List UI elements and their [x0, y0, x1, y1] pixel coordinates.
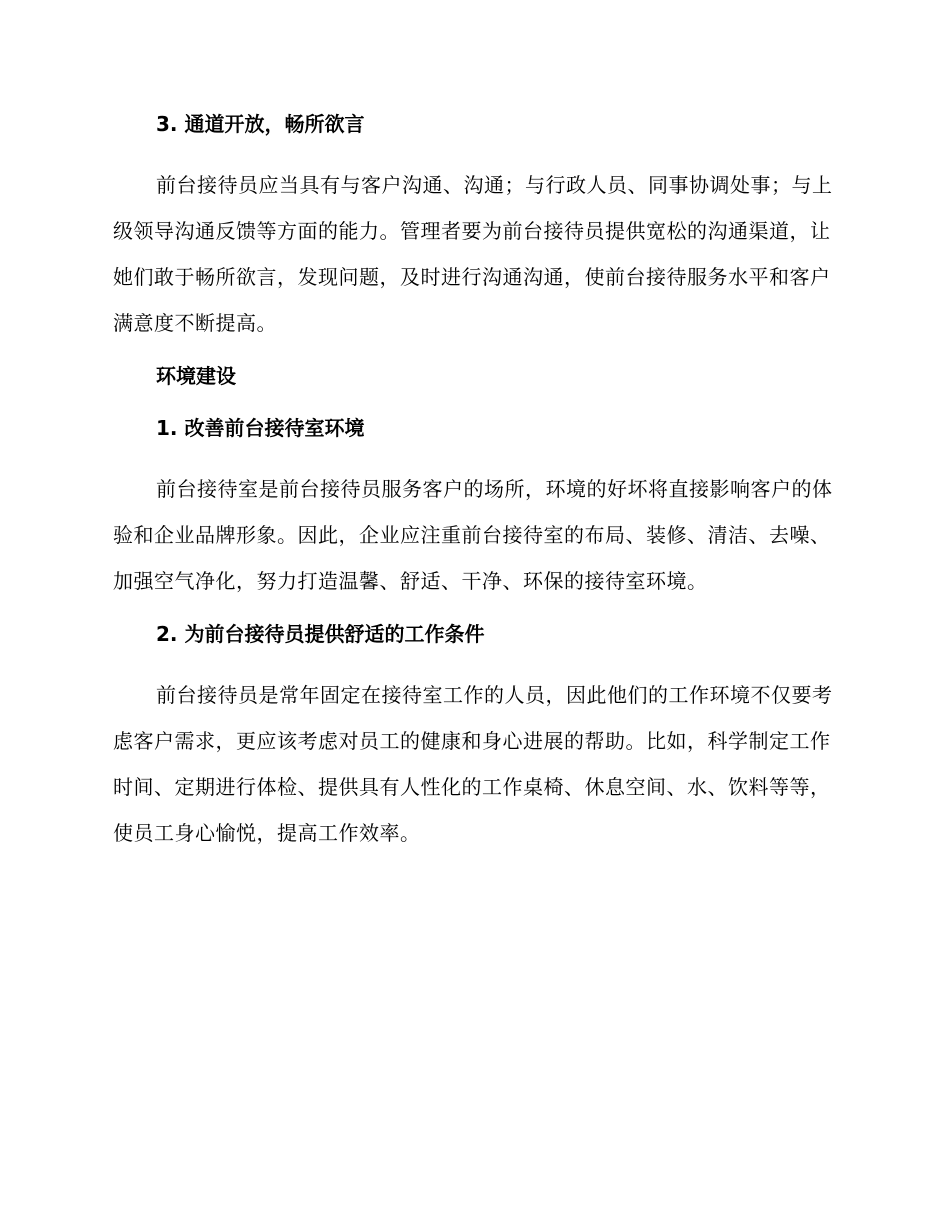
paragraph-communication: 前台接待员应当具有与客户沟通、沟通；与行政人员、同事协调处事；与上级领导沟通反馈等方面的能力。管理者要为前台接待员提供宽松的沟通渠道，让她们敢于畅所欲言，发现问题，及时进行沟通沟通，使前台接待服务水平和客户满意度不断提高。 [113, 173, 833, 335]
section-heading-channel-open: 3. 通道开放，畅所欲言 [156, 112, 365, 136]
section-heading-environment: 环境建设 [156, 364, 236, 388]
section-heading-improve-room: 1. 改善前台接待室环境 [156, 416, 365, 440]
paragraph-work-conditions: 前台接待员是常年固定在接待室工作的人员，因此他们的工作环境不仅要考虑客户需求，更应该考虑对员工的健康和身心进展的帮助。比如，科学制定工作时间、定期进行体检、提供具有人性化的工作桌椅、休息空间、水、饮料等等，使员工身心愉悦，提高工作效率。 [113, 683, 833, 845]
document-page [113, 110, 833, 872]
section-heading-work-conditions: 2. 为前台接待员提供舒适的工作条件 [156, 622, 485, 646]
paragraph-reception-room: 前台接待室是前台接待员服务客户的场所，环境的好坏将直接影响客户的体验和企业品牌形象。因此，企业应注重前台接待室的布局、装修、清洁、去噪、加强空气净化，努力打造温馨、舒适、干净、环保的接待室环境。 [113, 477, 833, 593]
